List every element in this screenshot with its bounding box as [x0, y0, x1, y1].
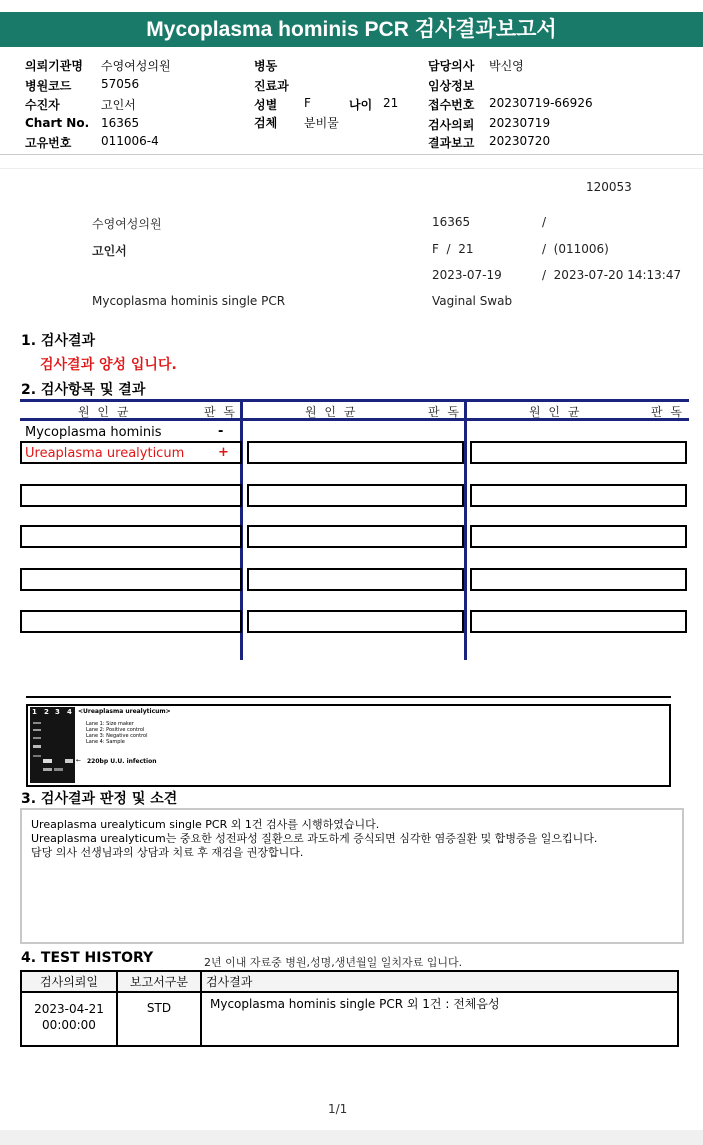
empty-result-cell [470, 525, 687, 548]
section1-result: 검사결과 양성 입니다. [40, 357, 177, 373]
gel-band-label: 220bp U.U. infection [87, 758, 157, 765]
history-table [20, 970, 679, 1047]
opinion-line-3: 담당 의사 선생님과의 상담과 치료 후 재검을 권장합니다. [31, 846, 304, 859]
chart-no-label: Chart No. [25, 116, 90, 130]
hospital-code-value: 57056 [101, 77, 140, 91]
info-id: / (011006) [542, 242, 609, 256]
info-hospital: 수영여성의원 [92, 217, 162, 231]
history-result: Mycoplasma hominis single PCR 외 1건 : 전체음성 [201, 992, 678, 1046]
history-note: 2년 이내 자료중 병원,성명,생년월일 일치자료 입니다. [204, 956, 463, 969]
report-date-value: 20230720 [489, 134, 551, 148]
grid-divider-2 [464, 399, 467, 660]
doctor-label: 담당의사 [428, 59, 475, 73]
info-test-name: Mycoplasma hominis single PCR [92, 294, 286, 308]
specimen-value: 분비물 [304, 116, 339, 130]
section2-title: 2. 검사항목 및 결과 [21, 382, 146, 398]
report-date-label: 결과보고 [428, 136, 475, 150]
col1-organism-header: 원 인 균 [78, 405, 131, 419]
gel-electrophoresis-image [30, 707, 75, 783]
info-sex-age: F / 21 [432, 242, 474, 256]
empty-result-cell [470, 441, 687, 464]
col2-organism-header: 원 인 균 [305, 405, 358, 419]
result-organism: Mycoplasma hominis [25, 425, 162, 440]
unique-no-value: 011006-4 [101, 134, 159, 148]
empty-result-cell [470, 610, 687, 633]
hospital-label: 의뢰기관명 [25, 59, 83, 73]
info-patient-name: 고인서 [92, 244, 127, 258]
opinion-line-1: Ureaplasma urealyticum single PCR 외 1건 검사를 시행하였습니다. [31, 818, 380, 831]
history-date: 2023-04-21 [34, 1002, 104, 1016]
grid-top-line [20, 399, 689, 402]
request-date-value: 20230719 [489, 116, 551, 130]
doctor-value: 박신영 [489, 59, 524, 73]
gel-lane-3: 3 [55, 708, 60, 716]
hospital-value: 수영여성의원 [101, 59, 171, 73]
gel-lane-4: 4 [67, 708, 72, 716]
history-type-header: 보고서구분 [117, 971, 201, 992]
col1-judgement-header: 판 독 [204, 405, 237, 419]
gel-lane-1: 1 [32, 708, 37, 716]
unique-no-label: 고유번호 [25, 136, 72, 150]
history-row [21, 992, 678, 1046]
empty-result-cell [20, 610, 242, 633]
ward-label: 병동 [254, 59, 278, 73]
gel-title: <Ureaplasma urealyticum> [78, 708, 171, 715]
history-time: 00:00:00 [42, 1018, 96, 1032]
hospital-code-label: 병원코드 [25, 79, 72, 93]
gel-panel [26, 704, 671, 787]
gel-band-arrow: ← [76, 757, 82, 764]
gel-legend-1: Lane 1: Size maker [86, 721, 134, 727]
result-cell [20, 441, 242, 464]
col3-organism-header: 원 인 균 [529, 405, 582, 419]
result-judgement: - [218, 424, 224, 439]
empty-result-cell [470, 568, 687, 591]
receipt-no-label: 접수번호 [428, 98, 475, 112]
info-report-datetime: / 2023-07-20 14:13:47 [542, 268, 682, 282]
result-judgement: + [218, 445, 229, 460]
report-title: Mycoplasma hominis PCR 검사결과보고서 [0, 12, 703, 47]
opinion-box [20, 808, 684, 944]
empty-result-cell [247, 441, 464, 464]
history-result-header: 검사결과 [201, 971, 678, 992]
info-specimen: Vaginal Swab [432, 294, 513, 308]
section3-title: 3. 검사결과 판정 및 소견 [21, 791, 178, 807]
col2-judgement-header: 판 독 [428, 405, 461, 419]
age-value: 21 [383, 96, 399, 110]
sex-label: 성별 [254, 98, 278, 112]
empty-result-cell [247, 525, 464, 548]
col3-judgement-header: 판 독 [651, 405, 684, 419]
patient-label: 수진자 [25, 98, 60, 112]
header-divider [0, 154, 703, 155]
receipt-no-value: 20230719-66926 [489, 96, 593, 110]
result-organism: Ureaplasma urealyticum [25, 446, 185, 461]
gel-image [30, 707, 75, 783]
header-divider-2 [0, 168, 703, 169]
page-number: 1/1 [328, 1102, 348, 1116]
opinion-line-2: Ureaplasma urealyticum는 중요한 성전파성 질환으로 과도하게 증식되면 심각한 염증질환 및 합병증을 일으킵니다. [31, 832, 598, 845]
chart-no-value: 16365 [101, 116, 140, 130]
empty-result-cell [247, 484, 464, 507]
gel-legend-2: Lane 2: Positive control [86, 727, 145, 733]
request-date-label: 검사의뢰 [428, 118, 475, 132]
info-slash: / [542, 215, 547, 229]
gel-lane-2: 2 [44, 708, 49, 716]
age-label: 나이 [349, 98, 373, 112]
report-code: 120053 [586, 180, 632, 194]
empty-result-cell [20, 484, 242, 507]
gel-top-rule [26, 696, 671, 698]
empty-result-cell [247, 610, 464, 633]
gel-legend-4: Lane 4: Sample [86, 739, 125, 745]
history-header-row [21, 971, 678, 992]
history-date-header: 검사의뢰일 [21, 971, 117, 992]
empty-result-cell [20, 525, 242, 548]
history-type: STD [117, 992, 201, 1046]
section4-title: 4. TEST HISTORY [21, 950, 154, 966]
info-request-date: 2023-07-19 [432, 268, 502, 282]
section1-title: 1. 검사결과 [21, 333, 96, 349]
clinical-info-label: 임상정보 [428, 79, 475, 93]
dept-label: 진료과 [254, 79, 289, 93]
empty-result-cell [470, 484, 687, 507]
patient-value: 고인서 [101, 98, 136, 112]
gel-legend-3: Lane 3: Negative control [86, 733, 148, 739]
empty-result-cell [20, 568, 242, 591]
history-date-cell [21, 992, 117, 1046]
specimen-label: 검체 [254, 116, 278, 130]
info-chart: 16365 [432, 215, 471, 229]
empty-result-cell [247, 568, 464, 591]
sex-value: F [304, 96, 311, 110]
